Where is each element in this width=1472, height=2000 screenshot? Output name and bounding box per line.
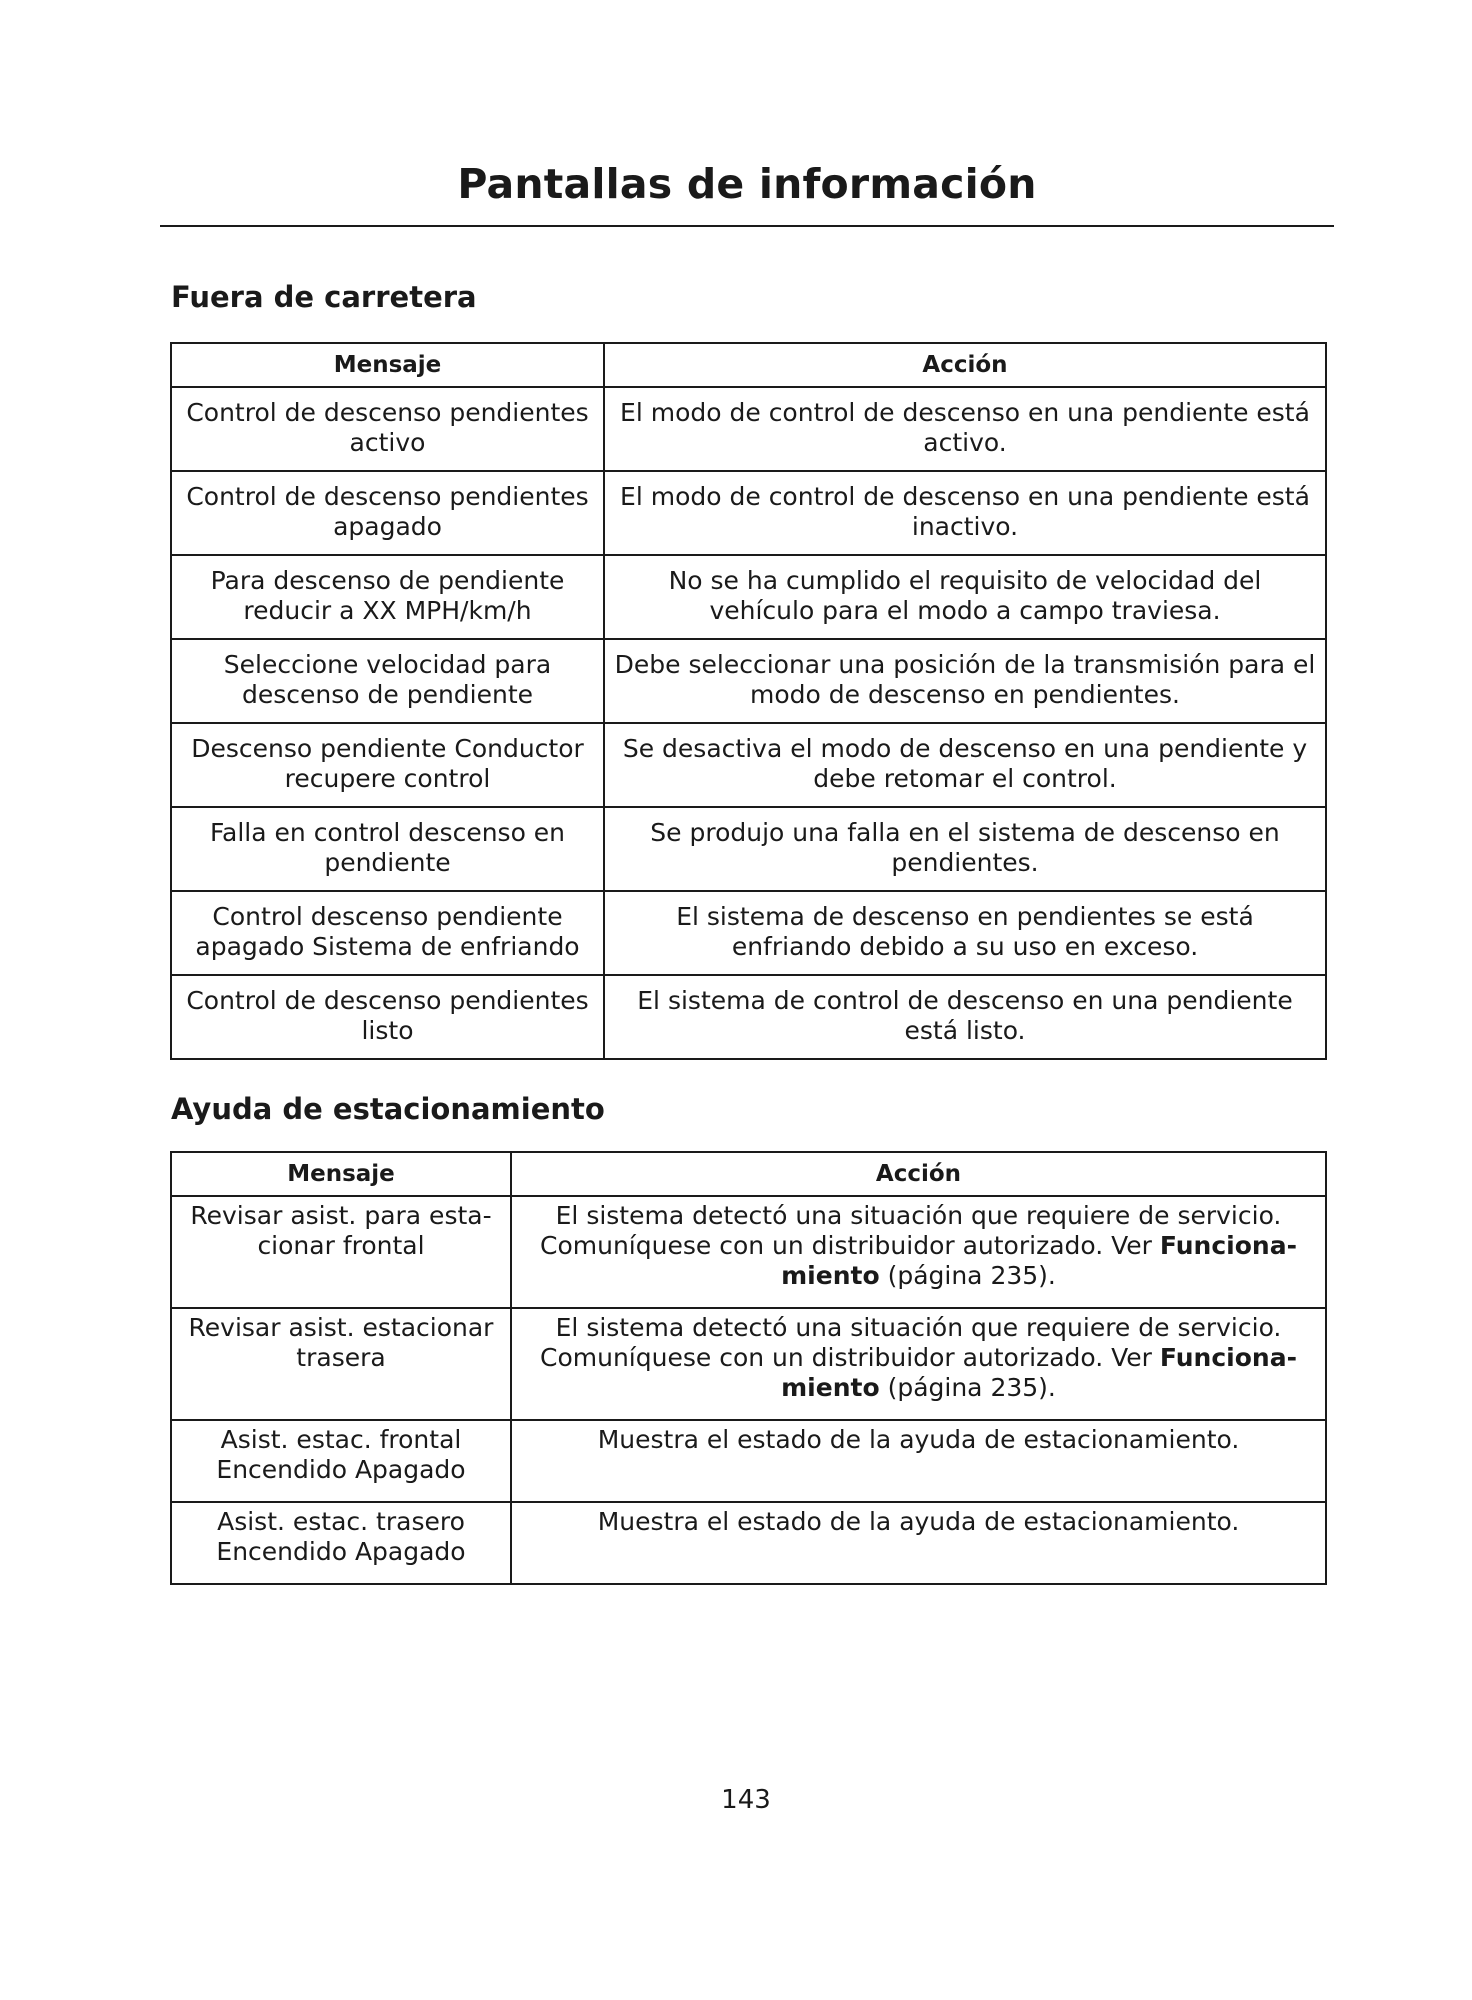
action-cell: El modo de control de descenso en una pendiente está inactivo. <box>604 471 1326 555</box>
table-row <box>171 807 1326 891</box>
action-cell <box>511 1196 1326 1308</box>
action-cell: Muestra el estado de la ayuda de estacionamiento. <box>511 1420 1326 1502</box>
action-cell <box>511 1308 1326 1420</box>
parking-aid-messages-table <box>170 1151 1327 1585</box>
table-row <box>171 1420 1326 1502</box>
message-cell: Revisar asist. estacionar trasera <box>171 1308 511 1420</box>
table-header-row <box>171 1152 1326 1196</box>
action-cell: El sistema de descenso en pendientes se está enfriando debido a su uso en exceso. <box>604 891 1326 975</box>
cross-reference-link[interactable]: Funciona-miento <box>781 1231 1297 1290</box>
message-cell: Descenso pendiente Conductor recupere control <box>171 723 604 807</box>
action-cell: No se ha cumplido el requisito de velocidad del vehículo para el modo a campo traviesa. <box>604 555 1326 639</box>
table-row <box>171 891 1326 975</box>
message-cell: Control de descenso pendientes apagado <box>171 471 604 555</box>
table-row <box>171 1196 1326 1308</box>
cross-reference-link[interactable]: Funciona-miento <box>781 1343 1297 1402</box>
table-row <box>171 555 1326 639</box>
section-heading-off-road: Fuera de carretera <box>171 280 477 314</box>
table-row <box>171 471 1326 555</box>
message-cell: Revisar asist. para esta-cionar frontal <box>171 1196 511 1308</box>
table-row <box>171 387 1326 471</box>
message-cell: Falla en control descenso en pendiente <box>171 807 604 891</box>
table-header-row <box>171 343 1326 387</box>
table-row <box>171 1308 1326 1420</box>
message-cell: Asist. estac. frontal Encendido Apagado <box>171 1420 511 1502</box>
action-cell: Se produjo una falla en el sistema de descenso en pendientes. <box>604 807 1326 891</box>
table-row <box>171 723 1326 807</box>
message-cell: Asist. estac. trasero Encendido Apagado <box>171 1502 511 1584</box>
page-title: Pantallas de información <box>457 160 1037 208</box>
column-header-message: Mensaje <box>171 1152 511 1196</box>
off-road-messages-table <box>170 342 1327 1060</box>
column-header-action: Acción <box>604 343 1326 387</box>
message-cell: Para descenso de pendiente reducir a XX MPH/km/h <box>171 555 604 639</box>
table-row <box>171 1502 1326 1584</box>
column-header-message: Mensaje <box>171 343 604 387</box>
page-reference: (página 235). <box>887 1261 1056 1290</box>
action-text: El sistema detectó una situación que requiere de servicio. Comuníquese con un distribuidor autorizado. Ver <box>540 1201 1282 1260</box>
action-cell: El modo de control de descenso en una pendiente está activo. <box>604 387 1326 471</box>
message-cell: Control de descenso pendientes activo <box>171 387 604 471</box>
table-row <box>171 975 1326 1059</box>
action-cell: Se desactiva el modo de descenso en una pendiente y debe retomar el control. <box>604 723 1326 807</box>
action-cell: Muestra el estado de la ayuda de estacionamiento. <box>511 1502 1326 1584</box>
section-heading-parking-aid: Ayuda de estacionamiento <box>171 1092 605 1126</box>
message-cell: Seleccione velocidad para descenso de pendiente <box>171 639 604 723</box>
page-number: 143 <box>721 1785 771 1815</box>
action-cell: Debe seleccionar una posición de la transmisión para el modo de descenso en pendientes. <box>604 639 1326 723</box>
message-cell: Control descenso pendiente apagado Sistema de enfriando <box>171 891 604 975</box>
action-text: El sistema detectó una situación que requiere de servicio. Comuníquese con un distribuidor autorizado. Ver <box>540 1313 1282 1372</box>
page-reference: (página 235). <box>887 1373 1056 1402</box>
action-cell: El sistema de control de descenso en una pendiente está listo. <box>604 975 1326 1059</box>
column-header-action: Acción <box>511 1152 1326 1196</box>
title-divider <box>160 225 1334 227</box>
message-cell: Control de descenso pendientes listo <box>171 975 604 1059</box>
table-row <box>171 639 1326 723</box>
